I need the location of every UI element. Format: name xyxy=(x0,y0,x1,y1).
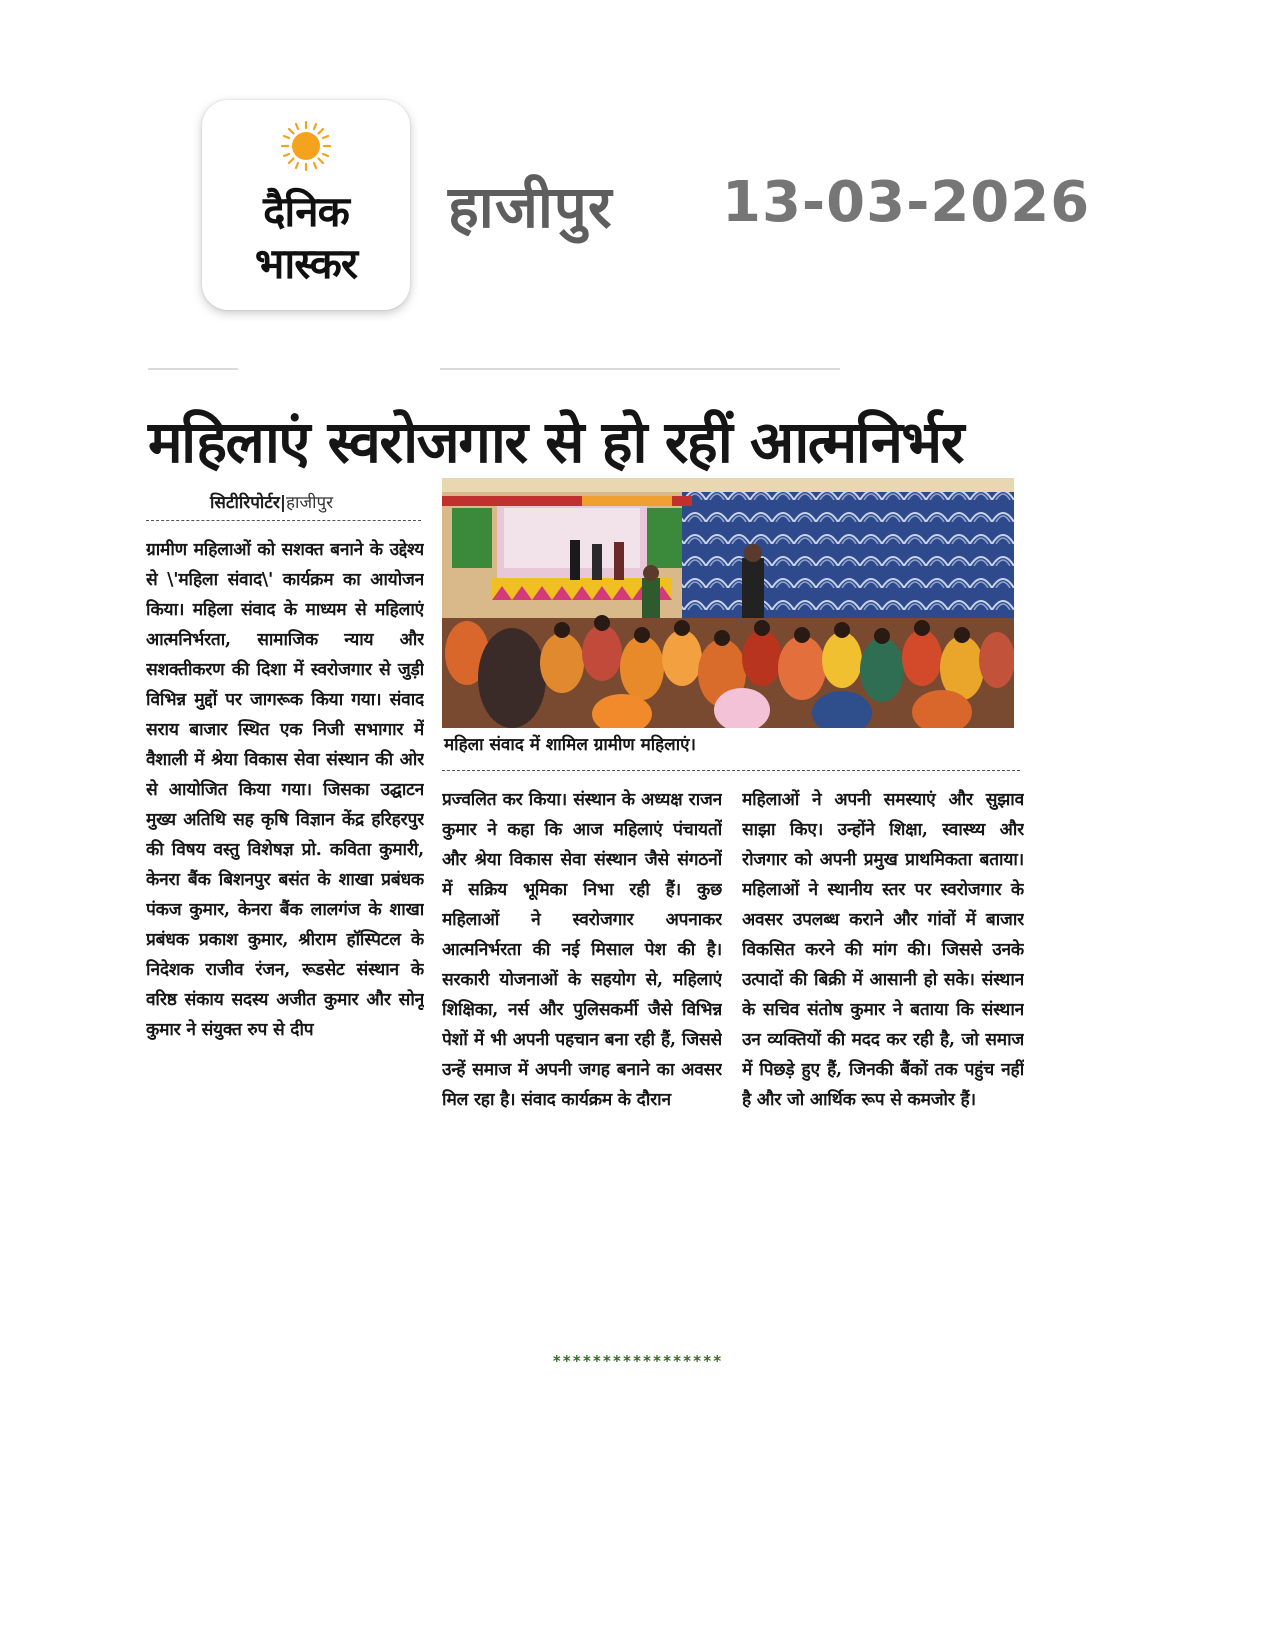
logo-text-line2: भास्कर xyxy=(254,239,358,288)
article-photo xyxy=(442,478,1014,728)
byline-place: हाजीपुर xyxy=(286,493,334,513)
sun-icon xyxy=(280,120,332,172)
divider xyxy=(146,520,421,521)
photo-caption: महिला संवाद में शामिल ग्रामीण महिलाएं। xyxy=(444,735,696,755)
article-byline: सिटीरिपोर्टर|हाजीपुर xyxy=(210,493,334,513)
article-headline: महिलाएं स्वरोजगार से हो रहीं आत्मनिर्भर xyxy=(148,408,963,476)
edition-date: 13-03-2026 xyxy=(722,170,1091,235)
article-column-3: महिलाओं ने अपनी समस्याएं और सुझाव साझा किए। उन्होंने शिक्षा, स्वास्थ्य और रोजगार को अपनी प्रमुख प्राथमिकता बताया। महिलाओं ने स्थानीय स्तर पर स्वरोजगार के अवसर उपलब्ध कराने और गांवों में बाजार विकसित करने की मांग की। जिससे उनके उत्पादों की बिक्री में आसानी हो सके। संस्थान के सचिव संतोष कुमार ने बताया कि संस्थान उन व्यक्तियों की मदद कर रही है, जो समाज में पिछड़े हुए हैं, जिनकी बैंकों तक पहुंच नहीं है और जो आर्थिक रूप से कमजोर हैं। xyxy=(742,790,1024,1110)
divider xyxy=(442,770,1020,771)
divider xyxy=(440,368,840,370)
byline-reporter: सिटीरिपोर्टर xyxy=(210,493,280,513)
article-column-1: ग्रामीण महिलाओं को सशक्त बनाने के उद्देश्य से \'महिला संवाद\' कार्यक्रम का आयोजन किया। महिला संवाद के माध्यम से महिलाएं आत्मनिर्भरता, सामाजिक न्याय और सशक्तीकरण की दिशा में स्वरोजगार से जुड़ी विभिन्न मुद्दों पर जागरूक किया गया। संवाद सराय बाजार स्थित एक निजी सभागार में वैशाली में श्रेया विकास सेवा संस्थान की ओर से आयोजित किया गया। जिसका उद्घाटन मुख्य अतिथि सह कृषि विज्ञान केंद्र हरिहरपुर की विषय वस्तु विशेषज्ञ प्रो. कविता कुमारी, केनरा बैंक बिशनपुर बसंत के शाखा प्रबंधक पंकज कुमार, केनरा बैंक लालगंज के शाखा प्रबंधक प्रकाश कुमार, श्रीराम हॉस्पिटल के निदेशक राजीव रंजन, रूडसेट संस्थान के वरिष्ठ संकाय सदस्य अजीत कुमार और सोनू कुमार ने संयुक्त रुप से दीप xyxy=(146,540,424,1040)
logo-text-line1: दैनिक xyxy=(263,187,349,236)
edition-city: हाजीपुर xyxy=(448,173,613,241)
article-column-2: प्रज्वलित कर किया। संस्थान के अध्यक्ष राजन कुमार ने कहा कि आज महिलाएं पंचायतों और श्रेया विकास सेवा संस्थान जैसे संगठनों में सक्रिय भूमिका निभा रही हैं। कुछ महिलाओं ने स्वरोजगार अपनाकर आत्मनिर्भरता की नई मिसाल पेश की है। सरकारी योजनाओं के सहयोग से, महिलाएं शिक्षिका, नर्स और पुलिसकर्मी जैसे विभिन्न पेशों में भी अपनी पहचान बना रही हैं, जिससे उन्हें समाज में अपनी जगह बनाने का अवसर मिल रहा है। संवाद कार्यक्रम के दौरान xyxy=(442,790,722,1110)
news-clipping xyxy=(140,360,1060,1260)
event-photo-illustration xyxy=(442,478,1014,728)
newspaper-logo xyxy=(202,100,410,310)
divider xyxy=(148,368,238,370)
separator-stars: ***************** xyxy=(552,1352,723,1370)
